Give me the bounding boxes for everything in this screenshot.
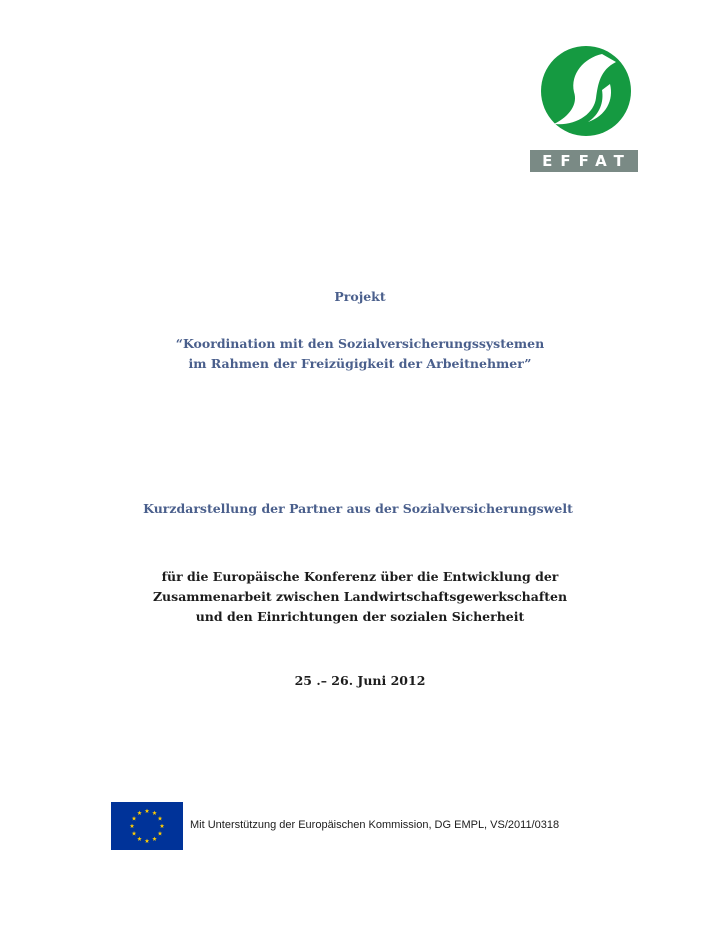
project-title-line-1: “Koordination mit den Sozialversicherungssystemen: [175, 336, 545, 351]
effat-wordmark: EFFAT: [530, 150, 638, 172]
conference-line-1: für die Europäische Konferenz über die Entwicklung der: [161, 569, 559, 584]
conference-line-3: und den Einrichtungen der sozialen Sicherheit: [195, 609, 525, 624]
conference-date: 25 .– 26. Juni 2012: [294, 673, 426, 688]
eu-flag-icon: [111, 802, 183, 850]
effat-swirl-icon: [540, 44, 632, 138]
summary-heading: Kurzdarstellung der Partner aus der Sozialversicherungswelt: [143, 501, 573, 516]
project-title-line-2: im Rahmen der Freizügigkeit der Arbeitnehmer”: [188, 356, 532, 371]
effat-logo: [528, 44, 640, 176]
conference-line-2: Zusammenarbeit zwischen Landwirtschaftsgewerkschaften: [152, 589, 568, 604]
eu-support-note: Mit Unterstützung der Europäischen Kommission, DG EMPL, VS/2011/0318: [190, 819, 560, 831]
project-label: Projekt: [334, 289, 386, 304]
